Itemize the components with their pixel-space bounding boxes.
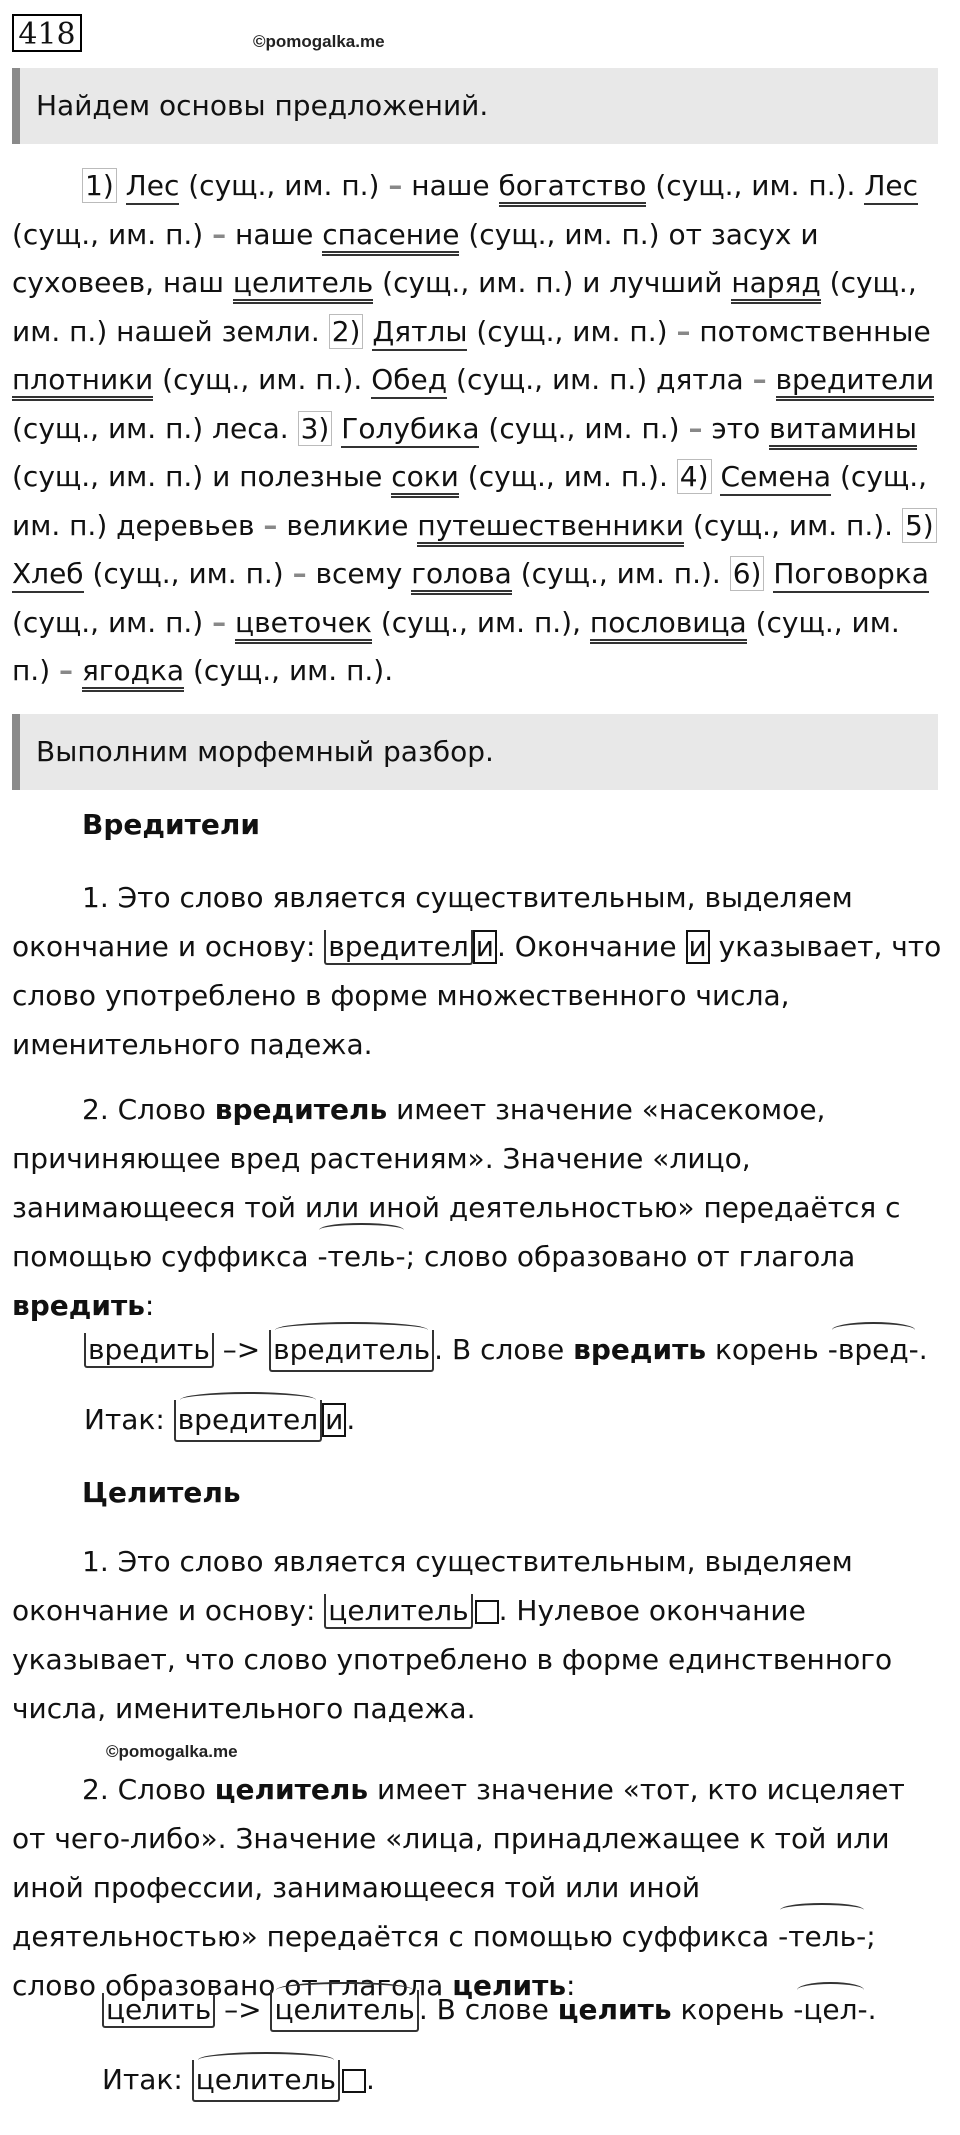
subject-word: Дятлы bbox=[372, 315, 467, 351]
text: 2. Слово bbox=[82, 1773, 206, 1806]
dash: – bbox=[263, 508, 278, 542]
predicate-word: плотники bbox=[12, 363, 153, 401]
text: от засух и суховеев, наш bbox=[12, 217, 819, 299]
punct: . bbox=[918, 1333, 928, 1366]
predicate-word: пословица bbox=[590, 606, 747, 644]
sentence-number: 4) bbox=[677, 459, 712, 494]
grammar-tag: (сущ., им. п.) bbox=[467, 460, 659, 493]
bold-word: целитель bbox=[214, 1773, 369, 1806]
predicate-word: наряд bbox=[731, 266, 820, 304]
bold-word: вредить bbox=[573, 1333, 707, 1366]
sentences-paragraph: 1) Лес (сущ., им. п.) – наше богатство (сущ., им. п.). Лес (сущ., им. п.) – наше спасение (сущ., им. п.) от засух и суховеев, наш целитель (сущ., им. п.) и лучший наряд (сущ., им. п.) нашей земли. 2) Дятлы (сущ., им. п.) – потомственные плотники (сущ., им. п.). Обед (сущ., им. п.) дятла – вредители (сущ., им. п.) леса. 3) Голубика (сущ., им. п.) – это витамины (сущ., им. п.) и полезные соки (сущ., им. п.). 4) Семена (сущ., им. п.) деревьев – великие путешественники (сущ., им. п.). 5) Хлеб (сущ., им. п.) – всему голова (сущ., им. п.). 6) Поговорка (сущ., им. п.) – цветочек (сущ., им. п.), пословица (сущ., им. п.) – ягодка (сущ., им. п.). bbox=[12, 162, 942, 696]
text: потомственные bbox=[699, 314, 931, 348]
text: корень bbox=[714, 1333, 819, 1366]
dash: – bbox=[688, 411, 703, 445]
grammar-tag: (сущ., им. п.) bbox=[12, 266, 917, 348]
analysis-paragraph-1 bbox=[12, 1537, 942, 1733]
text: ; слово образовано от глагола bbox=[12, 1920, 876, 2002]
punct: : bbox=[566, 1969, 576, 2002]
grammar-tag: (сущ., им. п.) bbox=[692, 508, 885, 542]
text: леса. bbox=[212, 411, 289, 445]
word-base: вредитель bbox=[269, 1330, 434, 1372]
word-heading: Целитель bbox=[82, 1476, 241, 1509]
text: . В слове bbox=[418, 1993, 549, 2026]
dash: – bbox=[752, 363, 767, 396]
text: 2. Слово bbox=[82, 1093, 206, 1126]
arrow: –> bbox=[222, 1333, 261, 1366]
text: указывает, что слово употреблено в форме множественного числа, именительного падежа. bbox=[12, 930, 942, 1061]
grammar-tag: (сущ., им. п.) bbox=[12, 460, 928, 542]
dash: – bbox=[292, 557, 307, 590]
sentence-number: 6) bbox=[730, 556, 765, 591]
predicate-word: богатство bbox=[499, 169, 647, 207]
text: имеет значение «тот, кто исцеляет от чего-либо». Значение «лица, принадлежащее к той или иной профессии, занимающееся той или иной деятельностью» передаётся с помощью суффикса bbox=[12, 1773, 905, 1953]
text: наше bbox=[235, 217, 314, 251]
sentence-number: 5) bbox=[902, 508, 937, 543]
text: Итак: bbox=[84, 1403, 165, 1436]
watermark: ©pomogalka.me bbox=[106, 1742, 238, 1761]
analysis-paragraph-2 bbox=[12, 1085, 942, 1330]
bold-word: вредитель bbox=[214, 1093, 388, 1126]
word-base: вредить bbox=[84, 1333, 214, 1368]
summary-line bbox=[102, 2060, 375, 2102]
grammar-tag: (сущ., им. п.) bbox=[655, 169, 847, 202]
grammar-tag: (сущ., им. п.) bbox=[468, 217, 660, 251]
watermark: ©pomogalka.me bbox=[253, 32, 385, 51]
grammar-tag: (сущ., им. п.) bbox=[162, 363, 354, 396]
grammar-tag: (сущ., им. п.) bbox=[12, 217, 204, 251]
subject-word: Семена bbox=[720, 460, 831, 496]
text: и лучший bbox=[582, 266, 723, 299]
text: наше bbox=[411, 169, 490, 202]
punct: . bbox=[366, 2063, 375, 2096]
sentence-number: 1) bbox=[82, 168, 117, 203]
text: Итак: bbox=[102, 2063, 183, 2096]
grammar-tag: (сущ., им. п.) bbox=[12, 411, 204, 445]
predicate-word: цветочек bbox=[235, 606, 372, 644]
derivation-example bbox=[102, 1990, 877, 2032]
predicate-word: путешественники bbox=[417, 509, 684, 547]
section-header-morphemes: Выполним морфемный разбор. bbox=[12, 714, 938, 790]
section-header-bases: Найдем основы предложений. bbox=[12, 68, 938, 144]
sentence-number: 3) bbox=[298, 411, 333, 446]
predicate-word: ягодка bbox=[82, 654, 184, 692]
zero-ending-box bbox=[342, 2069, 366, 2093]
bold-word: целить bbox=[452, 1969, 567, 2002]
derivation-example bbox=[84, 1330, 928, 1372]
grammar-tag: (сущ., им. п.) bbox=[192, 654, 385, 687]
ending-box: и bbox=[686, 930, 710, 964]
arrow: –> bbox=[224, 1993, 262, 2026]
subject-word: Лес bbox=[126, 169, 180, 205]
bold-word: целить bbox=[557, 1993, 672, 2026]
subject-word: Лес bbox=[864, 169, 918, 205]
word-base: целить bbox=[102, 1993, 215, 2028]
grammar-tag: (сущ., им. п.) bbox=[456, 363, 648, 396]
word-base: вредител bbox=[324, 930, 473, 965]
summary-line bbox=[84, 1400, 355, 1442]
punct: . bbox=[867, 1993, 877, 2026]
suffix: -тель- bbox=[778, 1912, 866, 1961]
grammar-tag: (сущ., им. п.) bbox=[382, 266, 574, 299]
sentence-number: 2) bbox=[329, 314, 364, 349]
punct: : bbox=[144, 1289, 155, 1322]
text: . Окончание bbox=[497, 930, 677, 963]
predicate-word: голова bbox=[411, 557, 512, 595]
text: корень bbox=[680, 1993, 785, 2026]
predicate-word: спасение bbox=[322, 218, 459, 256]
analysis-paragraph-1 bbox=[12, 873, 942, 1069]
text: всему bbox=[315, 557, 403, 590]
subject-word: Обед bbox=[371, 363, 447, 399]
grammar-tag: (сущ., им. п.) bbox=[380, 605, 573, 639]
word-base: целитель bbox=[192, 2060, 340, 2102]
predicate-word: вредители bbox=[776, 363, 935, 401]
text: нашей земли. bbox=[116, 314, 320, 348]
ending-box: и bbox=[322, 1403, 346, 1437]
dash: – bbox=[388, 169, 403, 202]
ending-box: и bbox=[473, 930, 497, 964]
text: . В слове bbox=[434, 1333, 565, 1366]
exercise-number: 418 bbox=[12, 14, 82, 52]
grammar-tag: (сущ., им. п.) bbox=[520, 557, 712, 590]
text: это bbox=[711, 411, 761, 445]
grammar-tag: (сущ., им. п.) bbox=[188, 169, 380, 202]
text: дятла bbox=[656, 363, 744, 396]
word-base: целитель bbox=[270, 1990, 418, 2032]
grammar-tag: (сущ., им. п.) bbox=[476, 314, 668, 348]
punct: . bbox=[346, 1403, 356, 1436]
text: великие bbox=[286, 508, 409, 542]
text: 1. Это слово является существительным, выделяем окончание и основу: bbox=[12, 1545, 853, 1627]
grammar-tag: (сущ., им. п.) bbox=[92, 557, 284, 590]
root-morpheme: -цел- bbox=[793, 1990, 867, 2030]
zero-ending-box bbox=[475, 1600, 499, 1624]
word-heading: Вредители bbox=[82, 808, 260, 841]
text: деревьев bbox=[116, 508, 255, 542]
grammar-tag: (сущ., им. п.) bbox=[12, 605, 204, 639]
grammar-tag: (сущ., им. п.) bbox=[12, 605, 900, 687]
grammar-tag: (сущ., им. п.) bbox=[12, 460, 204, 493]
text: . Нулевое окончание указывает, что слово употреблено в форме единственного числа, именительного падежа. bbox=[12, 1594, 893, 1725]
word-base: целитель bbox=[324, 1594, 472, 1629]
text: и полезные bbox=[212, 460, 383, 493]
analysis-paragraph-2 bbox=[12, 1765, 942, 2010]
grammar-tag: (сущ., им. п.) bbox=[488, 411, 680, 445]
text: имеет значение «насекомое, причиняющее вред растениям». Значение «лицо, занимающееся той или иной деятельностью» передаётся с помощью суффикса bbox=[12, 1093, 901, 1273]
predicate-word: соки bbox=[391, 460, 459, 498]
text: 1. Это слово является существительным, выделяем окончание и основу: bbox=[12, 881, 853, 963]
predicate-word: целитель bbox=[233, 266, 373, 304]
text: ; слово образовано от глагола bbox=[405, 1240, 856, 1273]
dash: – bbox=[676, 314, 691, 348]
bold-word: вредить bbox=[12, 1289, 145, 1322]
subject-word: Голубика bbox=[341, 412, 479, 448]
root-morpheme: -вред- bbox=[828, 1330, 919, 1370]
suffix: -тель- bbox=[317, 1232, 405, 1281]
dash: – bbox=[59, 654, 74, 687]
word-base: вредител bbox=[174, 1400, 323, 1442]
dash: – bbox=[212, 605, 227, 639]
subject-word: Хлеб bbox=[12, 557, 84, 593]
dash: – bbox=[212, 217, 227, 251]
predicate-word: витамины bbox=[769, 412, 917, 450]
subject-word: Поговорка bbox=[773, 557, 929, 593]
